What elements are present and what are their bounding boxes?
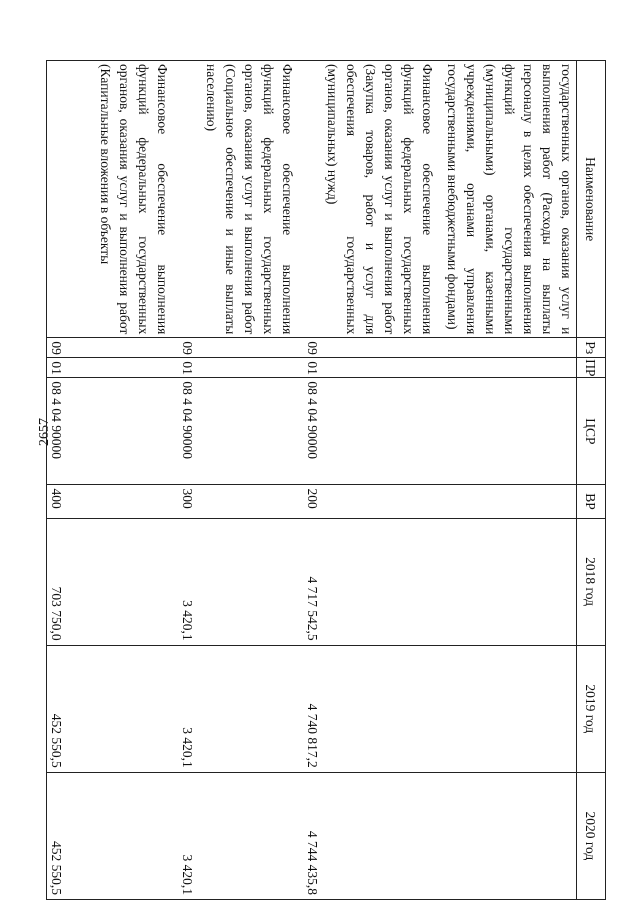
table-row [47,61,178,900]
row-2019: 452 550,5 [47,645,178,772]
row-name: Финансовое обеспечение выполнения функций федеральных государственных органов, оказания услуг и выполнения работ (Капитальные вложения в объекты [47,61,178,338]
row-csr: 08 4 04 90000 [47,378,178,485]
row-name: Финансовое обеспечение выполнения функций федеральных государственных органов, оказания услуг и выполнения работ (Социальное обеспечение и иные выплаты населению) [178,61,303,338]
header-rz: Рз [577,338,606,358]
row-pr: 01 [47,358,178,378]
row-pr: 01 [178,358,303,378]
row-2018: 703 750,0 [47,518,178,645]
header-csr: ЦСР [577,378,606,485]
header-name: Наименование [577,61,606,338]
row-2019: 3 420,1 [178,645,303,772]
header-pr: ПР [577,358,606,378]
row-2019 [443,645,577,772]
row-csr: 08 4 04 90000 [178,378,303,485]
row-csr [443,378,577,485]
row-name: государственных органов, оказания услуг и выполнения работ (Расходы на выплаты персоналу в целях обеспечения выполнения функций государственными (муниципальными) органами, казенными учреждениями, органами управления государственными внебюджетными фондами) [443,61,577,338]
row-vr: 400 [47,485,178,518]
row-2018: 4 717 542,5 [303,518,443,645]
row-vr: 200 [303,485,443,518]
row-2020: 452 550,5 [47,772,178,899]
header-2018: 2018 год [577,518,606,645]
row-2018 [443,518,577,645]
budget-table [47,60,607,900]
header-2020: 2020 год [577,772,606,899]
row-vr [443,485,577,518]
row-2020: 4 744 435,8 [303,772,443,899]
row-pr [443,358,577,378]
header-2019: 2019 год [577,645,606,772]
row-2018: 3 420,1 [178,518,303,645]
row-2020 [443,772,577,899]
row-name: Финансовое обеспечение выполнения функций федеральных государственных органов, оказания услуг и выполнения работ (Закупка товаров, работ и услуг для обеспечения государственных (муниципальных) нужд) [303,61,443,338]
row-rz: 09 [178,338,303,358]
row-rz: 09 [47,338,178,358]
row-csr: 08 4 04 90000 [303,378,443,485]
row-2019: 4 740 817,2 [303,645,443,772]
row-rz [443,338,577,358]
row-2020: 3 420,1 [178,772,303,899]
row-vr: 300 [178,485,303,518]
row-pr: 01 [303,358,443,378]
budget-table-rotated [49,60,606,900]
table-header-row [577,61,606,900]
table-row [443,61,577,900]
table-row [303,61,443,900]
table-row [178,61,303,900]
header-vr: ВР [577,485,606,518]
page-number: 2657 [37,418,52,446]
row-rz: 09 [303,338,443,358]
